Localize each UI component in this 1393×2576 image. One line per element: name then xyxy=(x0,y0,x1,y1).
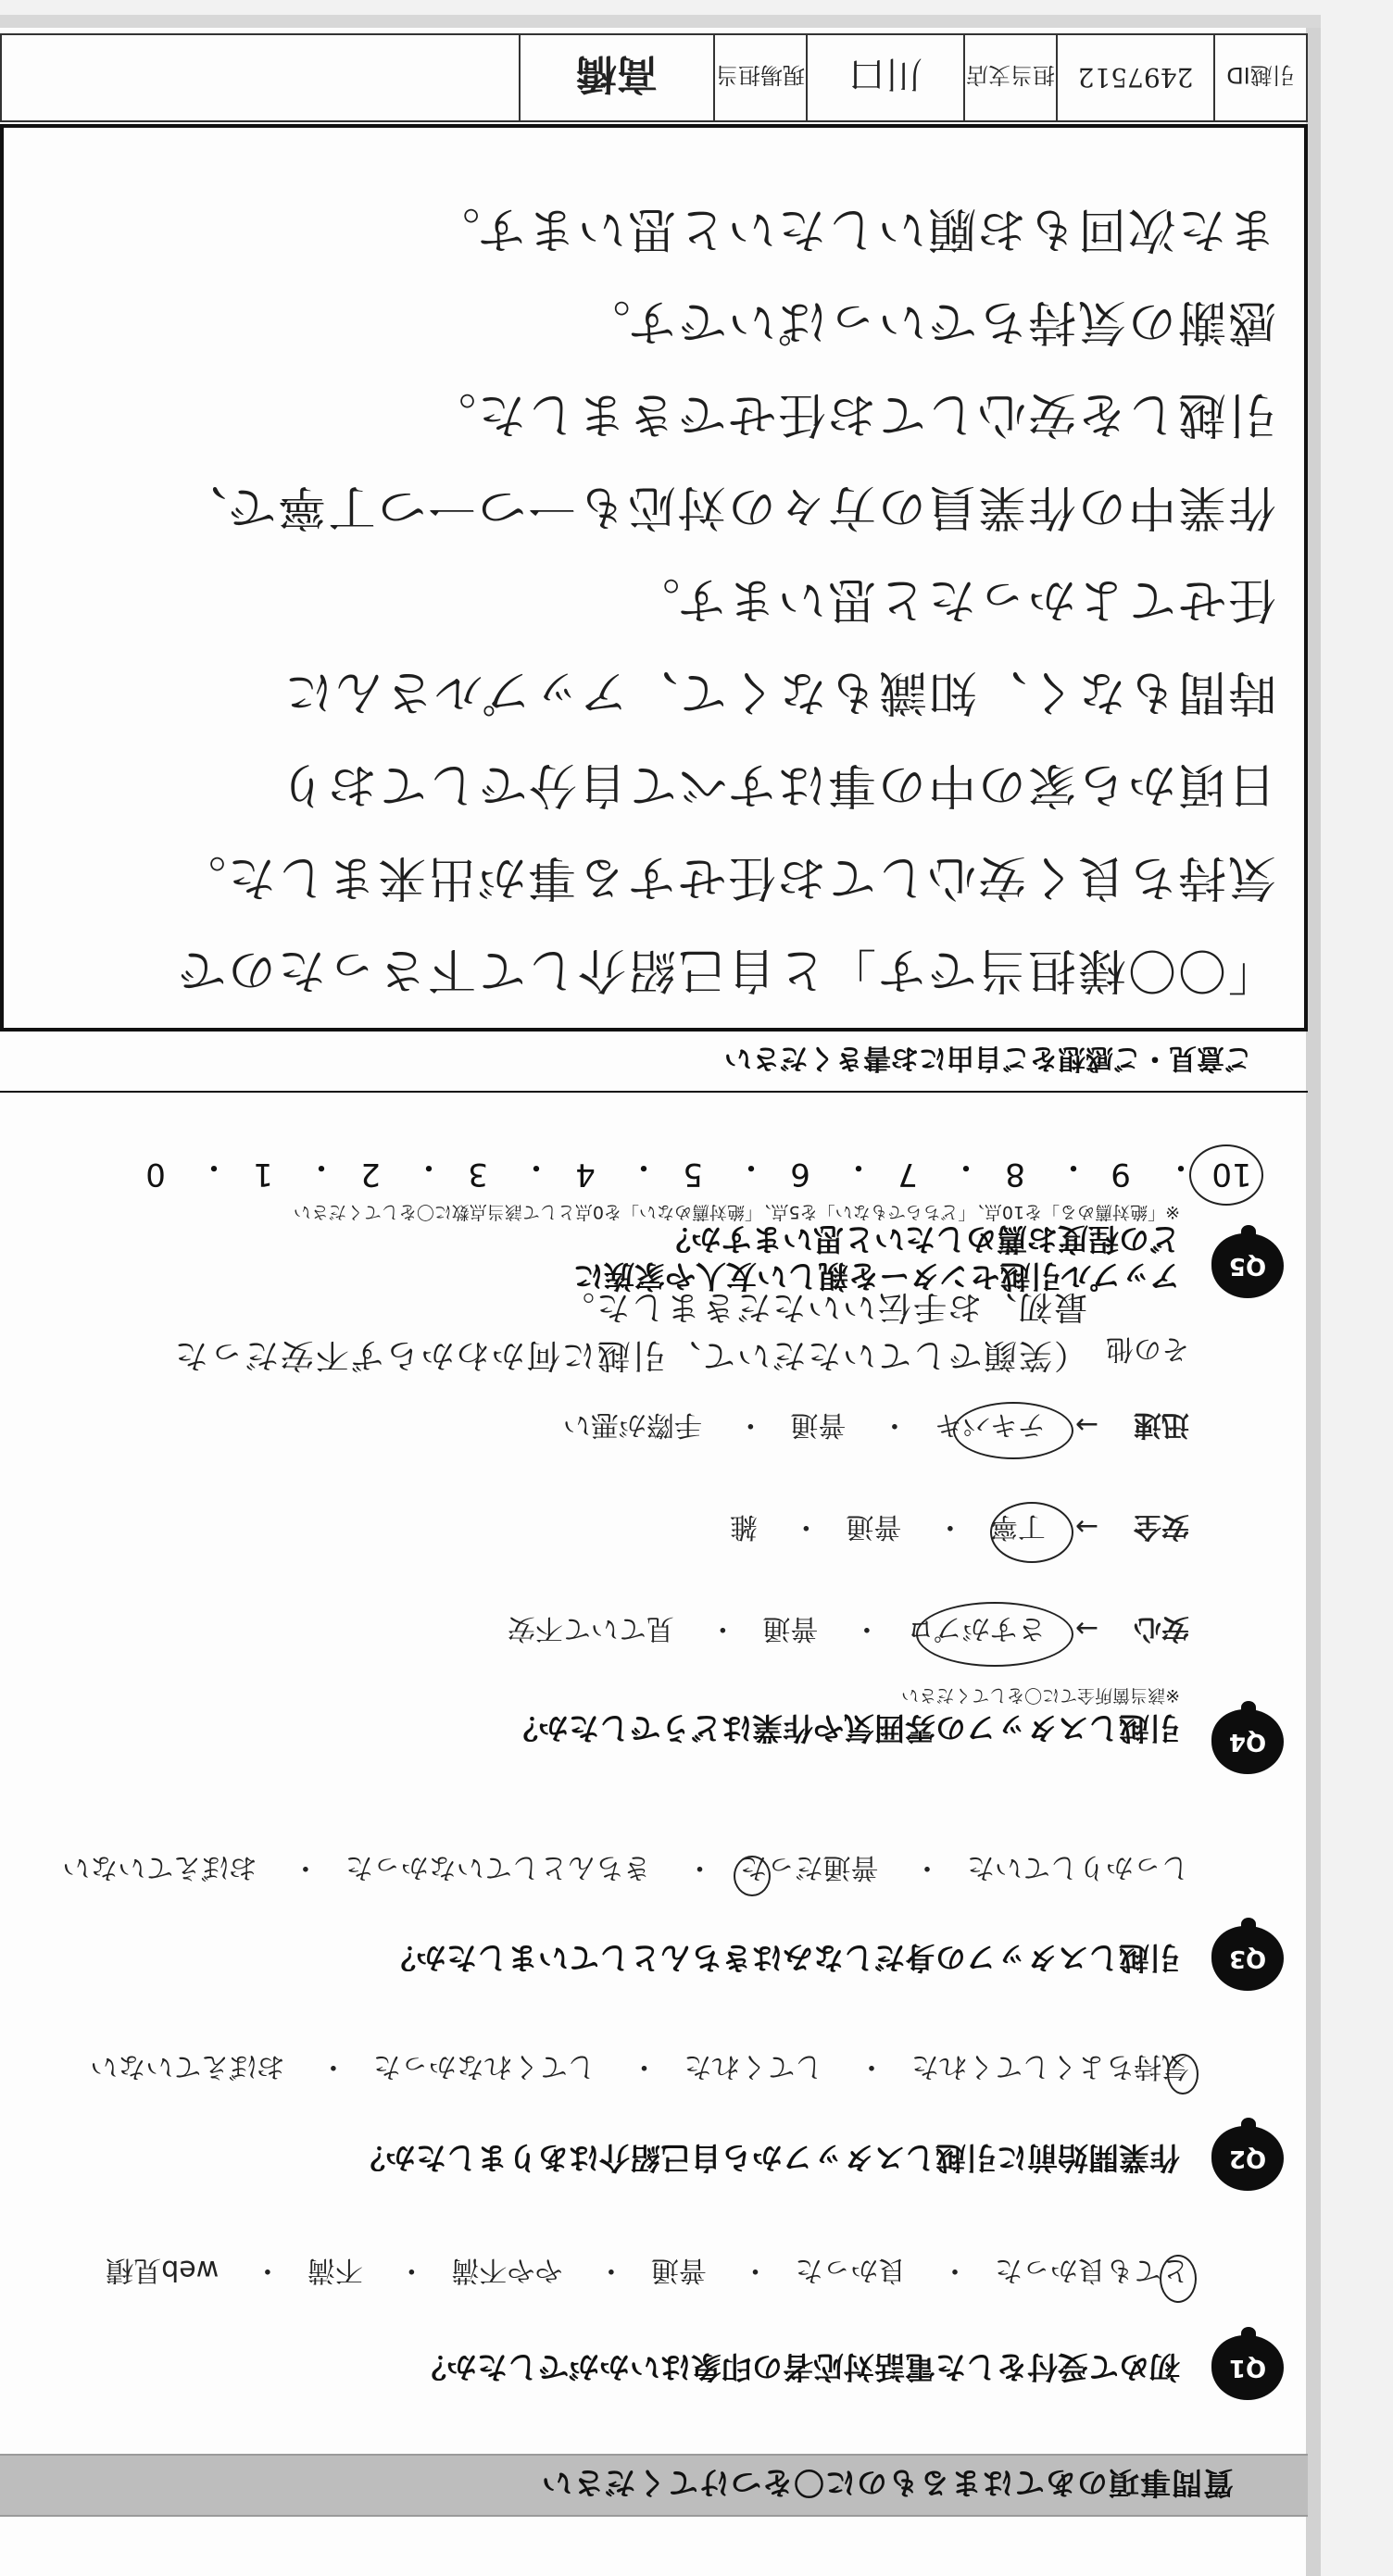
store-label: 担当支店 xyxy=(963,35,1056,120)
id-label: 引越ID xyxy=(1213,35,1306,120)
q1-selection-circle xyxy=(1160,2255,1197,2303)
q4-category-label: 安心 xyxy=(1134,1612,1189,1644)
q4-other-label: その他 xyxy=(1106,1332,1189,1365)
q2-badge: Q2 xyxy=(1211,2126,1284,2191)
q2-text: 作業開始前に引越しスタッフから自己紹介はありましたか？ xyxy=(355,2140,1180,2176)
scale-option-10[interactable]: 10 xyxy=(1211,1156,1252,1193)
comments-box[interactable] xyxy=(0,124,1308,1032)
id-table xyxy=(0,33,1308,122)
q3-option[interactable]: しっかりしていた xyxy=(967,1851,1189,1883)
q4-option[interactable]: さすがプロ xyxy=(906,1612,1046,1644)
q2-options: 気持ちよくしてくれた・ してくれた・ してくれなかった・ おぼえていない xyxy=(90,2049,1308,2090)
q4-option[interactable]: 普通 xyxy=(790,1408,847,1441)
q4-other-handwriting-1: （笑顔でしていただいて、引越に何かわからず不安だった xyxy=(172,1336,1087,1374)
q3-option[interactable]: 普通だった xyxy=(739,1851,879,1883)
q3-options: しっかりしていた・ 普通だった・ きちんとしていなかった・ おぼえていない xyxy=(62,1850,1308,1891)
comment-line: 感謝の気持ちでいっぱいです。 xyxy=(580,294,1276,349)
question-2 xyxy=(0,2115,1308,2207)
scale-option-2[interactable]: 2 xyxy=(360,1156,381,1193)
q4-option[interactable]: 普通 xyxy=(846,1510,902,1543)
comment-line: 「〇〇様担当です」と自己紹介して下さったので xyxy=(175,942,1276,997)
q1-badge: Q1 xyxy=(1211,2335,1284,2400)
question-4 xyxy=(0,1680,1308,1782)
q4-other-handwriting-2: 最初、お手伝いいただきました。 xyxy=(558,1288,1087,1326)
q5-scale: 10 ・ 9 ・ 8 ・ 7 ・ 6 ・ 5 ・ 4 ・ 3 ・ 2 ・ 1 ・ 0 xyxy=(0,1132,1308,1206)
q1-option[interactable]: 普通 xyxy=(650,2254,707,2286)
contact-value: 高橋 xyxy=(519,35,713,120)
q5-badge: Q5 xyxy=(1211,1233,1284,1298)
q4-other xyxy=(1106,1332,1308,1372)
q4-option[interactable]: テキパキ xyxy=(934,1408,1046,1441)
q3-option[interactable]: きちんとしていなかった xyxy=(345,1851,651,1883)
arrow-icon: → xyxy=(1074,1612,1099,1644)
q2-option[interactable]: してくれなかった xyxy=(372,2050,596,2082)
q4-row2-selection-circle xyxy=(990,1502,1073,1563)
arrow-icon: → xyxy=(1074,1510,1099,1543)
comments-header: ご意見・ご感想をご自由にお書きください xyxy=(0,1032,1308,1093)
q1-text: 初めて受付をした電話対応者の印象はいかがでしたか？ xyxy=(416,2349,1180,2385)
q2-selection-circle xyxy=(1167,2054,1198,2095)
q4-row-anzen: 安全 → 丁寧・ 普通・ 雑 xyxy=(730,1509,1308,1550)
q5-text-line-1: アップル引越センターを親しい友人や家族に xyxy=(572,1258,1180,1294)
q3-option[interactable]: おぼえていない xyxy=(62,1851,257,1883)
scale-option-8[interactable]: 8 xyxy=(1005,1156,1025,1193)
q4-option[interactable]: 丁寧 xyxy=(989,1510,1046,1543)
q4-text: 引越しスタッフの雰囲気や作業はどうでしたか？ xyxy=(508,1710,1180,1746)
q4-option[interactable]: 普通 xyxy=(762,1612,819,1644)
q1-option[interactable]: やや不満 xyxy=(451,2254,563,2286)
q3-selection-circle xyxy=(734,1856,771,1896)
q4-row3-selection-circle xyxy=(953,1402,1073,1459)
q3-badge: Q3 xyxy=(1211,1926,1284,1991)
scale-option-4[interactable]: 4 xyxy=(575,1156,596,1193)
comment-line: 日頃から家の中の事はすべて自分でしており xyxy=(277,757,1276,812)
scale-option-3[interactable]: 3 xyxy=(468,1156,488,1193)
q5-note: ※「絶対薦める」を10点、「どちらでもない」を5点、「絶対薦めない」を0点として該当点数に〇をしてください xyxy=(293,1202,1180,1222)
q5-selection-circle xyxy=(1189,1144,1263,1206)
scale-option-7[interactable]: 7 xyxy=(897,1156,918,1193)
scale-option-6[interactable]: 6 xyxy=(790,1156,810,1193)
q1-option[interactable]: web見積 xyxy=(106,2254,220,2286)
q4-row-jinsoku: 迅速 → テキパキ・ 普通・ 手際が悪い xyxy=(563,1407,1308,1448)
q5-text-line-2: どの程度お薦めしたいと思いますか？ xyxy=(660,1221,1180,1257)
q4-category-label: 迅速 xyxy=(1134,1408,1189,1441)
q1-option[interactable]: とても良かった xyxy=(995,2254,1189,2286)
comment-line: 作業中の作業員の方々の対応も一つ一つ丁寧で、 xyxy=(177,479,1276,534)
comment-line: また次回もお願いしたいと思います。 xyxy=(430,201,1276,256)
q2-option[interactable]: 気持ちよくしてくれた xyxy=(911,2050,1189,2082)
q4-category-label: 安全 xyxy=(1134,1510,1189,1543)
question-3 xyxy=(0,1915,1308,2007)
contact-label: 現場担当 xyxy=(713,35,806,120)
q4-row1-selection-circle xyxy=(916,1602,1073,1667)
scale-option-9[interactable]: 9 xyxy=(1111,1156,1131,1193)
q2-option[interactable]: おぼえていない xyxy=(90,2050,285,2082)
q1-option[interactable]: 良かった xyxy=(795,2254,907,2286)
arrow-icon: → xyxy=(1074,1408,1099,1441)
comment-line: 任せてよかったと思います。 xyxy=(630,571,1276,627)
q4-option[interactable]: 雑 xyxy=(729,1510,758,1543)
q2-option[interactable]: してくれた xyxy=(684,2050,823,2082)
q4-option[interactable]: 手際が悪い xyxy=(562,1408,702,1441)
comment-line: 気持ち良く安心してお任せする事が出来ました。 xyxy=(175,849,1276,905)
q4-badge: Q4 xyxy=(1211,1709,1284,1774)
q1-options: とても良かった・ 良かった・ 普通・ やや不満・ 不満・ web見積 xyxy=(106,2253,1308,2294)
q1-option[interactable]: 不満 xyxy=(307,2254,363,2286)
scale-option-1[interactable]: 1 xyxy=(253,1156,273,1193)
scan-shadow-bottom xyxy=(0,15,1321,28)
comment-line: 時間もなく、知識もなくて、アップルさんに xyxy=(282,664,1276,719)
q3-text: 引越しスタッフの身だしなみはきちんとしていましたか？ xyxy=(385,1940,1180,1976)
q4-note: ※該当箇所全てに〇をしてください xyxy=(901,1685,1180,1706)
scan-shadow xyxy=(1306,19,1321,2576)
q4-option[interactable]: 見ていて不安 xyxy=(507,1612,674,1644)
scale-option-5[interactable]: 5 xyxy=(683,1156,703,1193)
scale-option-0[interactable]: 0 xyxy=(145,1156,166,1193)
q4-row-anshin: 安心 → さすがプロ・ 普通・ 見ていて不安 xyxy=(508,1611,1308,1652)
id-value: 2497512 xyxy=(1056,35,1213,120)
question-5 xyxy=(0,1202,1308,1294)
store-value: 川口 xyxy=(806,35,963,120)
comment-line: 引越しを安心してお任せできました。 xyxy=(425,386,1276,442)
instruction-bar: 質問事項のあてはまるものに〇をつけてください xyxy=(0,2454,1308,2517)
id-table-blank xyxy=(2,35,519,120)
